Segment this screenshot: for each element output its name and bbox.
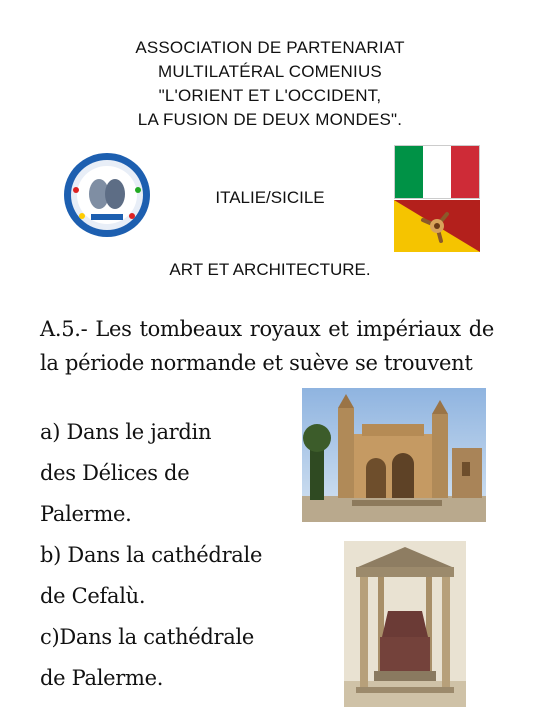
- answer-a-line-1: a) Dans le jardin: [40, 420, 212, 444]
- answer-b-line-2: de Cefalù.: [40, 584, 146, 608]
- palermo-cathedral-photo: [302, 388, 486, 522]
- header-line-1: ASSOCIATION DE PARTENARIAT: [135, 38, 405, 57]
- header-line-3: "L'ORIENT ET L'OCCIDENT,: [158, 86, 382, 105]
- answer-a-line-3: Palerme.: [40, 502, 132, 526]
- header-line-2: MULTILATÉRAL COMENIUS: [158, 62, 382, 81]
- italy-flag-icon: [394, 145, 480, 199]
- answer-a-line-2: des Délices de: [40, 461, 190, 485]
- country-label: ITALIE/SICILE: [215, 188, 325, 207]
- answer-c-line-1: c)Dans la cathédrale: [40, 625, 255, 649]
- question-text: A.5.- Les tombeaux royaux et impériaux de la période normande et suève se trouvent: [40, 317, 494, 375]
- association-header: [40, 36, 500, 132]
- royal-tomb-photo: [344, 541, 466, 707]
- answer-b-line-1: b) Dans la cathédrale: [40, 543, 263, 567]
- subject-label: ART ET ARCHITECTURE.: [169, 260, 371, 279]
- header-line-4: LA FUSION DE DEUX MONDES".: [137, 110, 403, 129]
- sicily-flag-icon: [394, 200, 480, 252]
- comenius-logo-icon: [62, 150, 152, 240]
- answer-c-line-2: de Palerme.: [40, 666, 164, 690]
